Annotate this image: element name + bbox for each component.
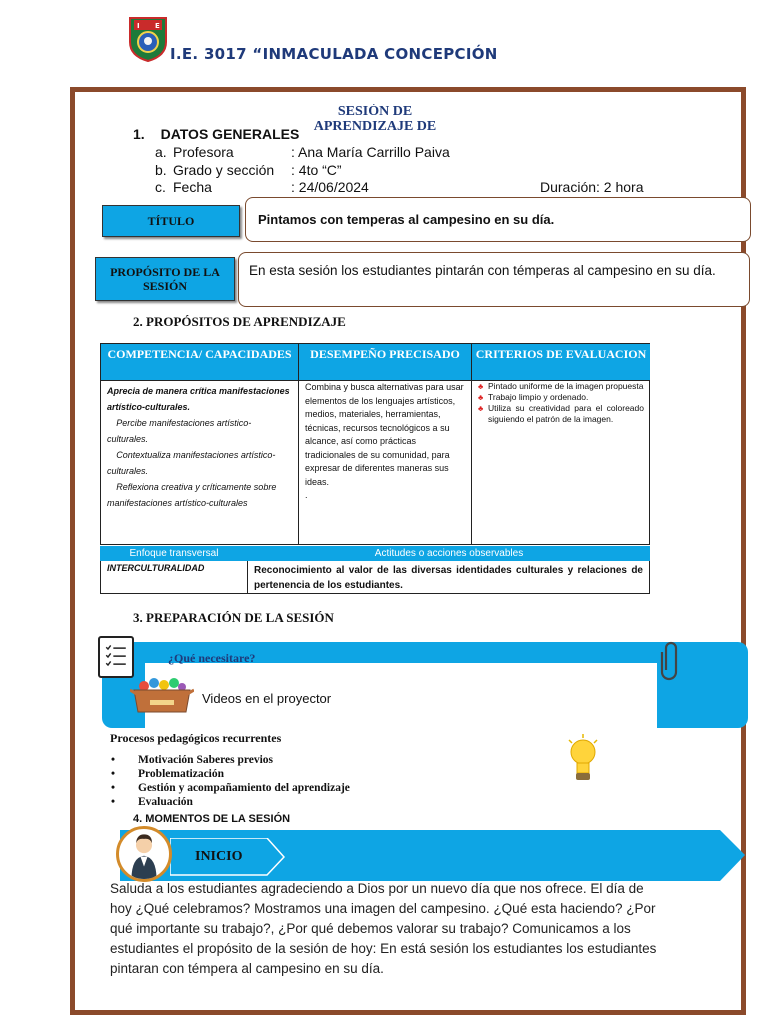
capacidad-item: Reflexiona creativa y críticamente sobre manifestaciones artístico-culturales xyxy=(107,466,268,492)
criterio-item: ♣ Trabajo limpio y ordenado. xyxy=(478,392,644,403)
checklist-icon xyxy=(98,636,134,678)
header-desempeno: DESEMPEÑO PRECISADO xyxy=(299,344,472,380)
row-label: Profesora xyxy=(173,144,234,160)
procesos-heading: Procesos pedagógicos recurrentes xyxy=(110,731,282,745)
competencia-cell xyxy=(101,380,299,545)
actitudes-value: Reconocimiento al valor de las diversas identidades culturales y relaciones de pertenencia de los estudiantes. xyxy=(248,561,650,594)
row-letter: c. xyxy=(155,179,166,195)
criterio-item: ♣ Pintado uniforme de la imagen propuesta xyxy=(478,381,644,392)
desempeno-extra: . xyxy=(305,490,308,500)
competencia-text: Aprecia de manera crítica manifestaciones artístico-culturales. xyxy=(107,386,290,412)
criterios-cell xyxy=(472,380,650,545)
enfoque-header: Enfoque transversal xyxy=(100,546,248,561)
section-preparacion-heading: 3. PREPARACIÓN DE LA SESIÓN xyxy=(133,610,334,625)
lightbulb-icon xyxy=(565,734,601,784)
school-crest-logo xyxy=(128,14,168,62)
header-competencia: COMPETENCIA/ CAPACIDADES xyxy=(101,344,299,380)
titulo-tag: TÍTULO xyxy=(102,205,240,237)
teacher-avatar-icon xyxy=(116,826,172,882)
row-label: Grado y sección xyxy=(173,162,275,178)
session-title: SESIÓN DE APRENDIZAJE DE xyxy=(313,104,437,131)
desempeno-cell xyxy=(299,380,472,545)
capacidad-item: Contextualiza manifestaciones artístico-culturales. xyxy=(107,434,267,460)
row-label: Fecha xyxy=(173,179,212,195)
section-number: 1. xyxy=(133,126,145,142)
supplies-box-icon xyxy=(130,676,194,714)
capacidad-item: Percibe manifestaciones artístico-culturales. xyxy=(107,418,284,428)
necesitare-label: ¿Qué necesitare? xyxy=(168,651,256,665)
desempeno-text: Combina y busca alternativas para usar elementos de los lenguajes artísticos, medios, materiales, herramientas, técnicas, recursos tecnológicos a su alcance, así como prácticas tradicionales de su comunidad, para expresar de diferentes maneras sus ideas. xyxy=(305,382,464,487)
section-momentos-heading: 4. MOMENTOS DE LA SESIÓN xyxy=(133,813,291,825)
row-letter: b. xyxy=(155,162,167,178)
proposito-value: En esta sesión los estudiantes pintarán con témperas al campesino en su día. xyxy=(238,252,750,307)
datos-generales-title: DATOS GENERALES xyxy=(160,126,300,142)
datos-generales-heading xyxy=(133,126,299,142)
row-value: : Ana María Carrillo Paiva xyxy=(291,144,450,160)
school-name: I.E. 3017 “INMACULADA CONCEPCIÓN xyxy=(170,45,498,63)
row-value: : 4to “C” xyxy=(291,162,342,178)
inicio-description: Saluda a los estudiantes agradeciendo a Dios por un nuevo día que nos ofrece. El día de hoy ¿Qué celebramos? Mostramos una imagen del campesino. ¿Qué esta haciendo? ¿Por qué importante su trabajo?, ¿Por qué debemos valorar su trabajo? Comunicamos a los estudiantes el propósito de la sesión de hoy: En está sesión los estudiantes los estudiantes pintaran con témpera al campesino en su día. xyxy=(110,881,657,976)
enfoque-value: INTERCULTURALIDAD xyxy=(100,561,248,594)
svg-text:E: E xyxy=(155,22,160,30)
titulo-value: Pintamos con temperas al campesino en su día. xyxy=(245,197,751,242)
row-letter: a. xyxy=(155,144,167,160)
svg-text:I: I xyxy=(137,22,140,30)
section-propositos-heading: 2. PROPÓSITOS DE APRENDIZAJE xyxy=(133,314,346,329)
duracion: Duración: 2 hora xyxy=(540,179,644,195)
competencias-table xyxy=(100,343,650,545)
row-value: : 24/06/2024 xyxy=(291,179,369,195)
criterio-item: ♣ Utiliza su creatividad para el coloreado siguiendo el patrón de la imagen. xyxy=(478,403,644,425)
header-criterios: CRITERIOS DE EVALUACION xyxy=(472,344,650,380)
proposito-tag: PROPÓSITO DE LA SESIÓN xyxy=(95,257,235,301)
paperclip-icon xyxy=(660,640,682,682)
inicio-label: INICIO xyxy=(195,849,243,864)
actitudes-header: Actitudes o acciones observables xyxy=(248,546,650,561)
necesitare-item: Videos en el proyector xyxy=(202,691,332,706)
